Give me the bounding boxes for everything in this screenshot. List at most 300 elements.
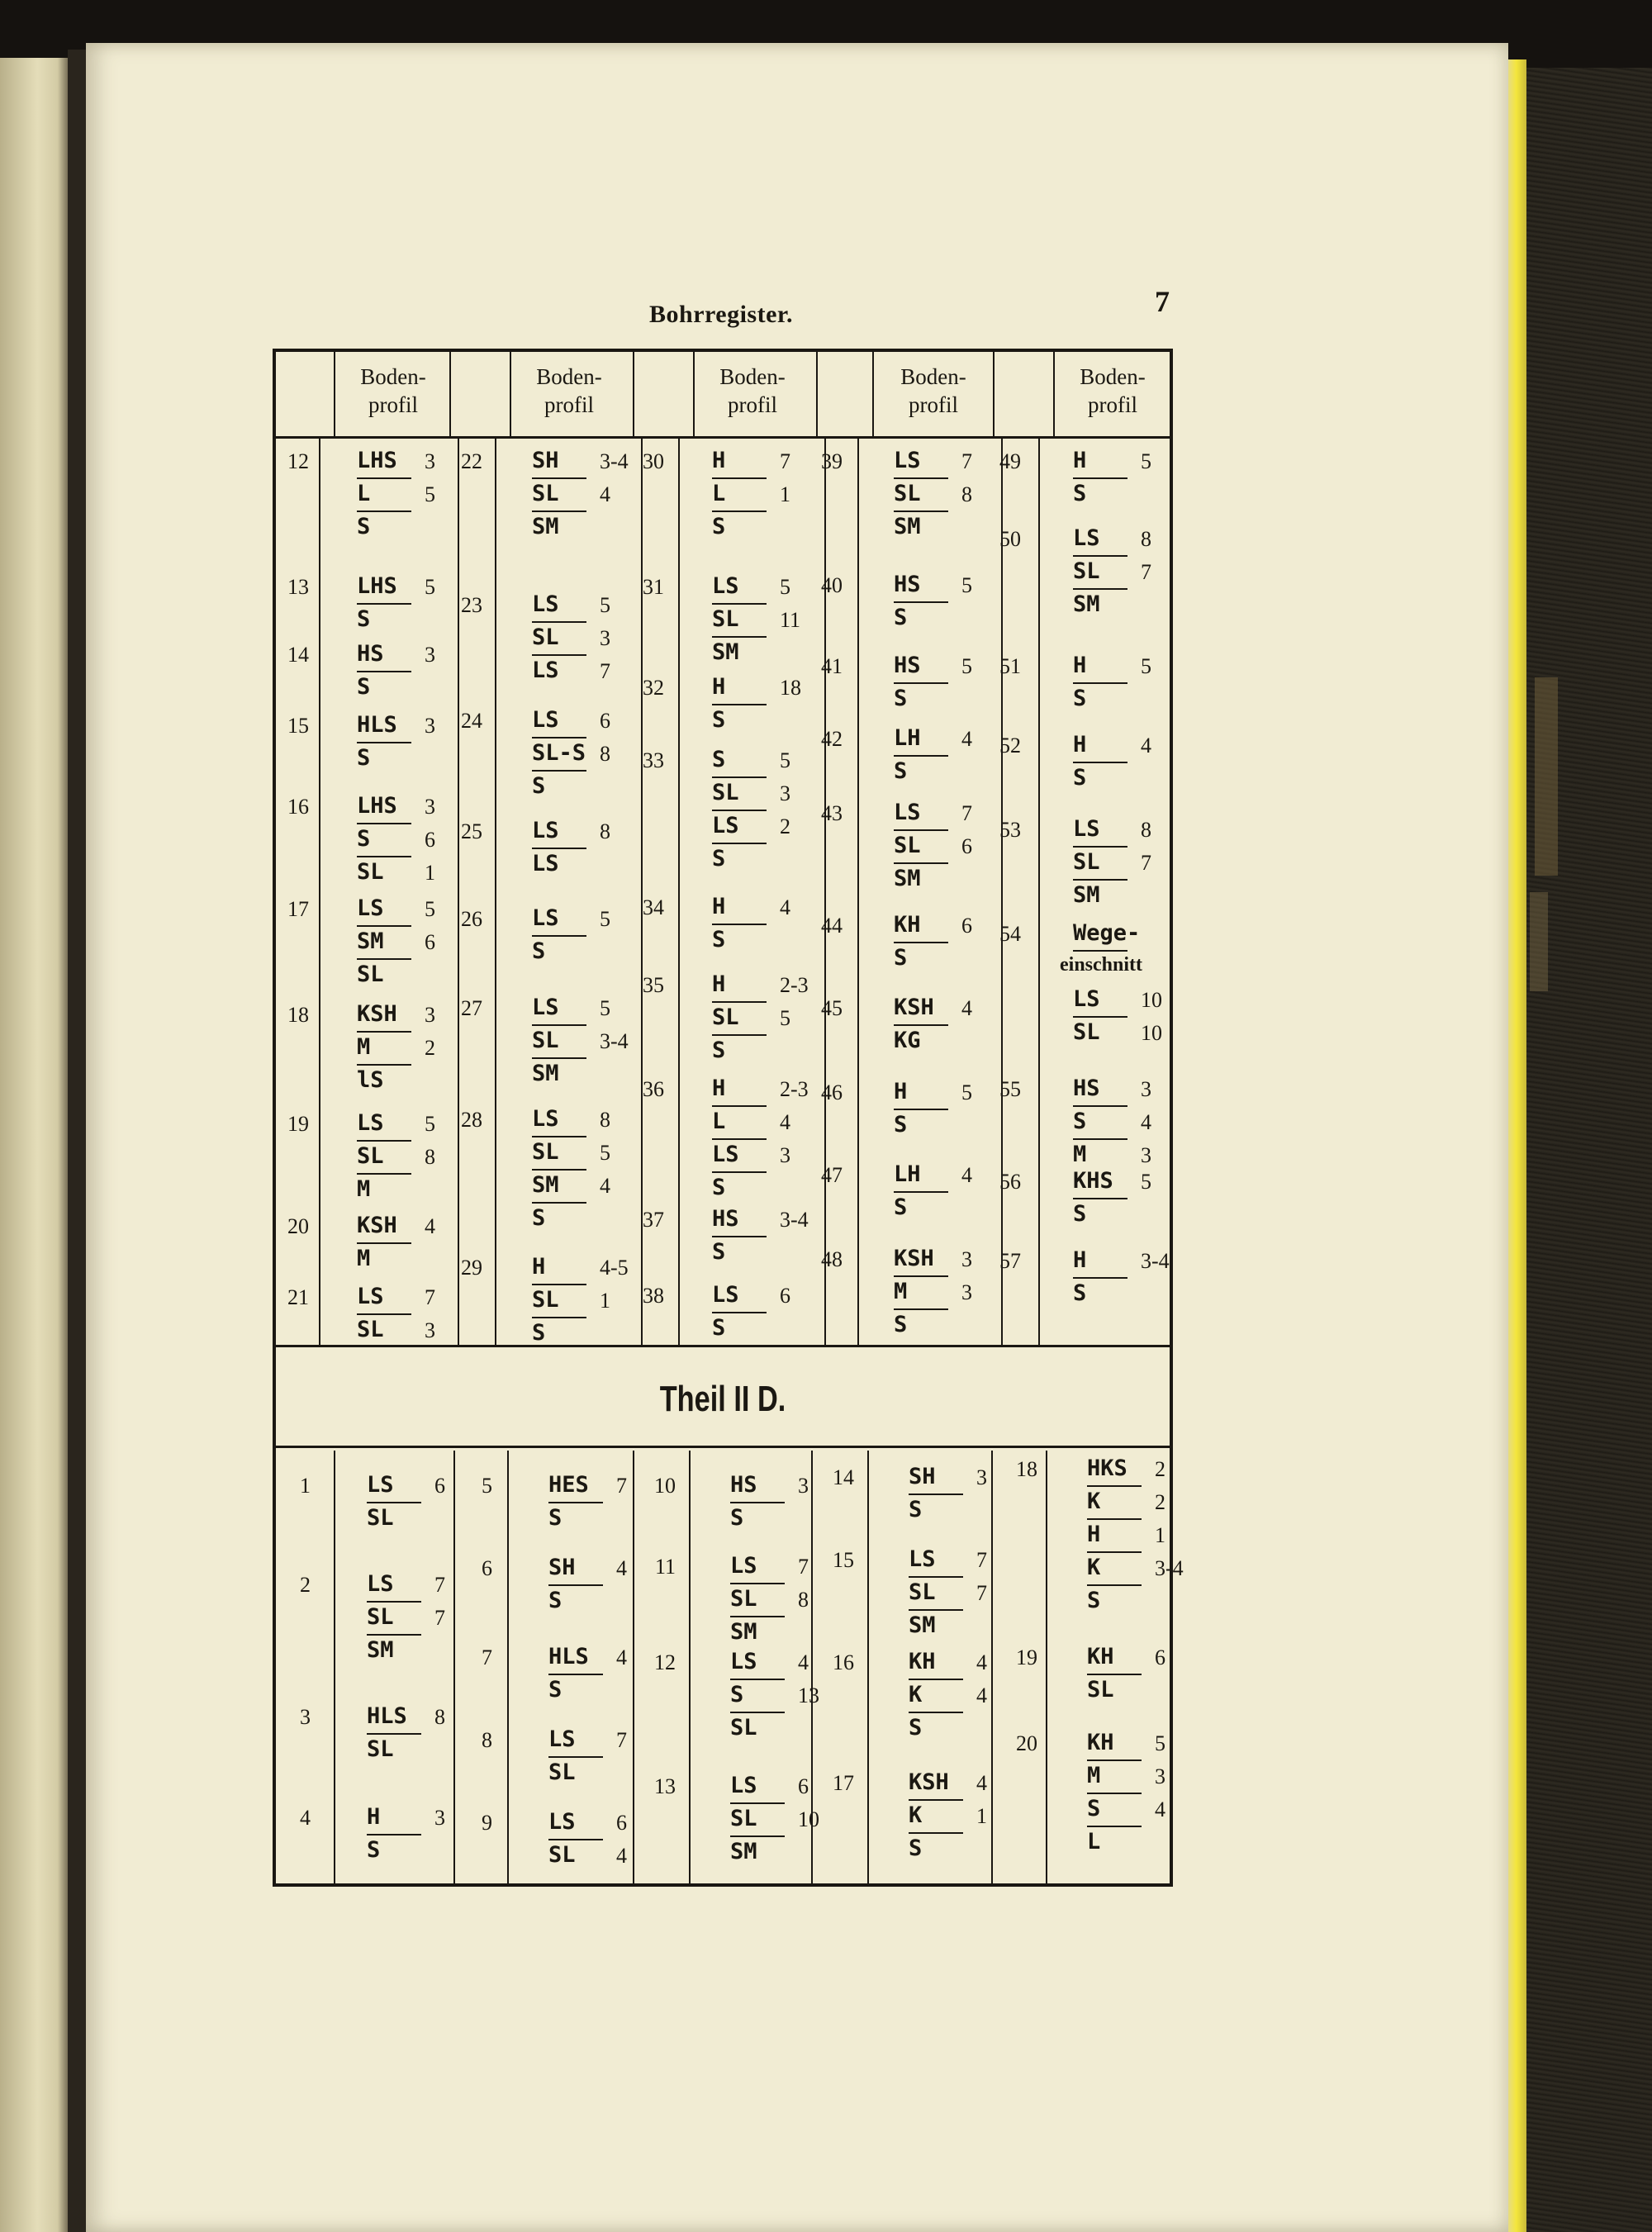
soil-code: S [367,1837,381,1863]
column-rule [857,436,859,1345]
layer-thickness: 3 [425,714,435,738]
layer-divider [548,1839,603,1840]
soil-code: HKS [1087,1456,1127,1481]
upper-no: 25 [461,819,482,843]
soil-code: S [909,1715,923,1740]
layer-divider [532,621,586,623]
layer-thickness: 2-3 [780,1077,809,1101]
soil-code: SL [532,1287,559,1313]
soil-code: S [357,745,371,771]
soil-code: SL [367,1604,394,1630]
layer-thickness: 4 [961,996,972,1020]
layer-divider [712,704,767,705]
layer-thickness: 3 [961,1247,972,1271]
layer-thickness: 4 [976,1650,987,1674]
header-bodenprofil [695,363,810,420]
lower-no: 9 [482,1811,492,1835]
layer-thickness: 4 [976,1771,987,1795]
upper-no: 30 [643,449,664,473]
soil-code: H [712,971,726,997]
layer-thickness: 7 [1141,851,1151,875]
upper-no: 52 [999,734,1021,757]
soil-code: LS [730,1649,757,1674]
layer-divider [532,1057,586,1059]
soil-code: lS [357,1067,384,1093]
layer-divider [532,1136,586,1137]
soil-code: LS [357,1284,384,1309]
soil-code: SL-S [532,740,586,766]
layer-divider [712,1171,767,1173]
soil-code: HS [1073,1076,1100,1101]
layer-divider [367,1601,421,1603]
layer-thickness: 5 [780,1006,790,1030]
upper-no: 31 [643,575,664,599]
layer-thickness: 3 [1141,1143,1151,1167]
column-rule [678,436,680,1345]
layer-divider [1073,588,1127,590]
soil-code: H [712,674,726,700]
layer-thickness: 8 [1141,527,1151,551]
soil-code: HS [357,641,384,667]
soil-code: S [532,1320,546,1346]
soil-code: H [712,1076,726,1101]
soil-code: M [894,1279,908,1304]
soil-code: S [894,686,908,711]
layer-divider [712,924,767,925]
layer-thickness: 7 [976,1581,987,1605]
column-rule [689,1451,691,1883]
layer-thickness: 3 [976,1465,987,1489]
layer-thickness: 4 [961,727,972,751]
layer-thickness: 4 [600,1174,610,1198]
soil-code: L [712,1109,726,1134]
soil-code: S [712,707,726,733]
upper-no: 50 [999,527,1021,551]
layer-thickness: 5 [780,575,790,599]
layer-divider [894,862,948,864]
soil-code: S [357,674,371,700]
layer-thickness: 6 [961,914,972,938]
soil-code: LH [894,725,921,751]
column-rule [319,436,320,1345]
soil-code: KH [1087,1730,1114,1755]
column-rule [1038,436,1040,1345]
layer-thickness: 7 [798,1555,809,1579]
soil-code: S [548,1677,563,1702]
soil-code: LS [730,1773,757,1798]
layer-thickness: 4-5 [600,1256,629,1280]
soil-code: LS [532,905,559,931]
soil-code: SL [532,1028,559,1053]
lower-no: 17 [833,1771,854,1795]
upper-no: 40 [821,573,843,597]
soil-code: SM [909,1612,936,1638]
layer-divider [1087,1518,1142,1520]
upper-no: 18 [287,1003,309,1027]
lower-no: 16 [833,1650,854,1674]
layer-divider [532,770,586,772]
header-profil: profil [728,392,777,417]
layer-divider [894,511,948,512]
soil-code: SH [548,1555,576,1580]
layer-thickness: 3 [425,1318,435,1342]
soil-code: Wege- [1073,920,1141,946]
layer-divider [1073,555,1127,557]
lower-no: 19 [1016,1646,1037,1669]
header-bodenprofil [335,363,451,420]
column-rule [867,1451,869,1883]
layer-thickness: 11 [780,608,801,632]
soil-code: SL [712,1004,739,1030]
layer-thickness: 5 [600,1141,610,1165]
layer-divider [532,1169,586,1171]
soil-code: KSH [894,1246,934,1271]
column-rule [458,436,459,1345]
soil-code: LS [730,1553,757,1579]
layer-thickness: 5 [1141,449,1151,473]
layer-divider [712,1312,767,1313]
column-rule [1001,436,1003,1345]
soil-code: H [1073,1247,1087,1273]
soil-code: KSH [357,1001,397,1027]
upper-no: 41 [821,654,843,678]
layer-divider [532,1202,586,1204]
soil-code: LS [367,1472,394,1498]
layer-divider [712,477,767,479]
soil-code: HS [894,572,921,597]
upper-no: 35 [643,973,664,997]
layer-thickness: 8 [434,1705,445,1729]
layer-divider [712,1105,767,1107]
layer-thickness: 3 [780,1143,790,1167]
soil-code: S [357,514,371,539]
layer-divider [532,1284,586,1285]
layer-thickness: 4 [600,482,610,506]
layer-divider [909,1609,963,1611]
upper-no: 17 [287,897,309,921]
soil-code: S [548,1588,563,1613]
soil-code: S [1087,1588,1101,1613]
header-boden: Boden- [1080,364,1146,389]
soil-code: SL [730,1715,757,1740]
layer-thickness: 3 [434,1806,445,1830]
upper-no: 20 [287,1214,309,1238]
book-cover [1526,68,1652,2232]
upper-no: 54 [999,922,1021,946]
layer-thickness: 2 [1155,1490,1165,1514]
soil-code: SM [532,514,559,539]
layer-divider [1087,1485,1142,1487]
layer-divider [357,603,411,605]
layer-divider [357,1064,411,1066]
layer-thickness: 7 [425,1285,435,1309]
soil-code: LS [712,813,739,838]
layer-thickness: 3 [961,1280,972,1304]
layer-divider [712,843,767,844]
layer-thickness: 5 [425,575,435,599]
layer-thickness: 3 [425,795,435,819]
soil-code: S [532,1205,546,1231]
upper-no: 39 [821,449,843,473]
layer-thickness: 8 [600,1108,610,1132]
soil-code: SL [357,1317,384,1342]
soil-code: SM [894,866,921,891]
soil-code: S [894,1194,908,1220]
layer-thickness: 8 [1141,818,1151,842]
soil-code: SL [532,1139,559,1165]
soil-code: LHS [357,793,397,819]
lower-no: 15 [833,1548,854,1572]
soil-code: KHS [1073,1168,1113,1194]
layer-divider [532,477,586,479]
soil-code: SL [1073,849,1100,875]
header-profil: profil [544,392,594,417]
layer-thickness: 18 [780,676,801,700]
layer-divider [894,1308,948,1310]
soil-code: HS [894,653,921,678]
layer-thickness: 5 [961,654,972,678]
soil-code: S [894,1312,908,1337]
soil-code: SM [367,1637,394,1663]
column-rule [816,352,818,436]
soil-code: LS [909,1546,936,1572]
soil-code: M [1073,1142,1087,1167]
soil-code: H [532,1254,546,1280]
soil-code: KG [894,1028,921,1053]
soil-code: S [909,1497,923,1522]
layer-divider [712,603,767,605]
upper-no: 34 [643,895,664,919]
soil-code: LS [532,995,559,1020]
soil-code: SL [730,1586,757,1612]
layer-thickness: 4 [425,1214,435,1238]
upper-no: 47 [821,1163,843,1187]
layer-thickness: 8 [961,482,972,506]
layer-divider [1073,846,1127,848]
layer-divider [357,1242,411,1244]
layer-thickness: 3-4 [1155,1556,1184,1580]
soil-code: S [532,938,546,964]
soil-code: SL [712,606,739,632]
upper-no: 49 [999,449,1021,473]
header-profil: profil [1088,392,1137,417]
upper-no: 19 [287,1112,309,1136]
soil-code: KH [1087,1644,1114,1669]
layer-divider [1073,1277,1127,1279]
soil-code: LS [894,800,921,825]
layer-thickness: 6 [961,834,972,858]
layer-divider [712,636,767,638]
upper-no: 16 [287,795,309,819]
layer-divider [894,1109,948,1110]
soil-code: M [357,1176,371,1202]
layer-thickness: 1 [425,861,435,885]
soil-code: SM [532,1061,559,1086]
layer-divider [712,1138,767,1140]
soil-code: LS [532,591,559,617]
layer-divider [1073,1198,1127,1199]
layer-divider [1073,762,1127,763]
soil-code: SL [367,1736,394,1762]
soil-code: LS [548,1726,576,1752]
layer-divider [532,1317,586,1318]
upper-no: 32 [643,676,664,700]
layer-divider [894,1024,948,1026]
soil-code: S [712,1315,726,1341]
upper-no: 56 [999,1170,1021,1194]
soil-code: M [1087,1763,1101,1788]
lower-no: 3 [300,1705,311,1729]
layer-divider [532,848,586,849]
layer-thickness: 5 [600,996,610,1020]
layer-divider [357,1313,411,1315]
upper-no: 37 [643,1208,664,1232]
layer-divider [548,1502,603,1503]
layer-thickness: 2-3 [780,973,809,997]
layer-divider [730,1802,785,1804]
layer-divider [1073,682,1127,684]
layer-divider [357,742,411,743]
layer-divider [712,1236,767,1237]
soil-code: S [1087,1796,1101,1821]
soil-code: K [909,1802,923,1828]
layer-thickness: 3 [780,781,790,805]
layer-divider [894,942,948,943]
layer-divider [909,1494,963,1495]
layer-divider [1073,950,1127,952]
layer-thickness: 7 [961,801,972,825]
layer-thickness: 2 [1155,1457,1165,1481]
layer-divider [712,810,767,811]
upper-no: 21 [287,1285,309,1309]
lower-no: 13 [654,1774,676,1798]
soil-code: SL [894,481,921,506]
soil-code: LS [367,1571,394,1597]
soil-code: KSH [894,995,934,1020]
column-rule [334,1451,335,1883]
soil-code: LS [532,707,559,733]
upper-no: 55 [999,1077,1021,1101]
layer-thickness: 5 [961,573,972,597]
layer-thickness: 3 [425,643,435,667]
layer-thickness: 3 [798,1474,809,1498]
header-boden: Boden- [360,364,426,389]
upper-no: 28 [461,1108,482,1132]
soil-code: S [894,758,908,784]
upper-no: 38 [643,1284,664,1308]
soil-code: KSH [357,1213,397,1238]
soil-code: S [712,927,726,952]
upper-no: 23 [461,593,482,617]
upper-no: 27 [461,996,482,1020]
soil-code: S [1073,1109,1087,1134]
soil-code: SH [909,1464,936,1489]
layer-thickness: 7 [600,659,610,683]
upper-no: 22 [461,449,482,473]
soil-code: S [712,846,726,871]
soil-code: SL [357,859,384,885]
soil-code: S [712,1239,726,1265]
soil-code: S [1073,765,1087,791]
layer-thickness: 4 [961,1163,972,1187]
layer-divider [894,601,948,603]
layer-divider [712,1034,767,1036]
layer-divider [894,755,948,757]
upper-no: 46 [821,1080,843,1104]
lower-no: 6 [482,1556,492,1580]
lower-no: 2 [300,1573,311,1597]
layer-divider [367,1634,421,1636]
layer-divider [357,1031,411,1033]
layer-thickness: 6 [600,709,610,733]
layer-thickness: 4 [616,1556,627,1580]
soil-code: HLS [548,1644,589,1669]
layer-thickness: 5 [600,907,610,931]
layer-thickness: 1 [1155,1523,1165,1547]
layer-divider [1087,1674,1142,1675]
soil-code: K [1087,1555,1101,1580]
lower-no: 5 [482,1474,492,1498]
soil-code: H [1073,653,1087,678]
upper-no: 42 [821,727,843,751]
layer-divider [1087,1551,1142,1553]
layer-thickness: 10 [1141,988,1162,1012]
layer-thickness: 1 [976,1804,987,1828]
soil-code: K [909,1682,923,1707]
layer-thickness: 2 [425,1036,435,1060]
soil-code: LS [532,1106,559,1132]
layer-divider [367,1502,421,1503]
layer-thickness: 7 [1141,560,1151,584]
layer-thickness: 7 [434,1573,445,1597]
section-title: Theil II D. [659,1379,786,1419]
soil-code: K [1087,1489,1101,1514]
layer-divider [532,1024,586,1026]
header-bodenprofil [511,363,627,420]
layer-divider [1073,1016,1127,1018]
page-edges [1508,59,1526,2232]
soil-code: SL [357,962,384,987]
header-bodenprofil [1055,363,1170,420]
layer-divider [367,1733,421,1735]
layer-divider [1087,1826,1142,1827]
soil-code: S [712,1175,726,1200]
upper-no: 36 [643,1077,664,1101]
layer-divider [357,958,411,960]
upper-no: 13 [287,575,309,599]
upper-no: 14 [287,643,309,667]
soil-code: S [894,945,908,971]
layer-thickness: 3-4 [600,449,629,473]
layer-divider [894,829,948,831]
layer-thickness: 5 [1155,1731,1165,1755]
soil-code: HLS [367,1703,407,1729]
layer-thickness: 10 [798,1807,819,1831]
layer-divider [1087,1793,1142,1794]
soil-code: SL [712,780,739,805]
soil-code: S [894,605,908,630]
layer-thickness: 1 [780,482,790,506]
layer-divider [1073,477,1127,479]
lower-no: 10 [654,1474,676,1498]
layer-divider [894,1275,948,1277]
layer-divider [1073,1138,1127,1140]
soil-code: S [712,514,726,539]
layer-thickness: 7 [780,449,790,473]
layer-thickness: 5 [961,1080,972,1104]
layer-thickness: 5 [425,1112,435,1136]
soil-code: SL [548,1842,576,1868]
